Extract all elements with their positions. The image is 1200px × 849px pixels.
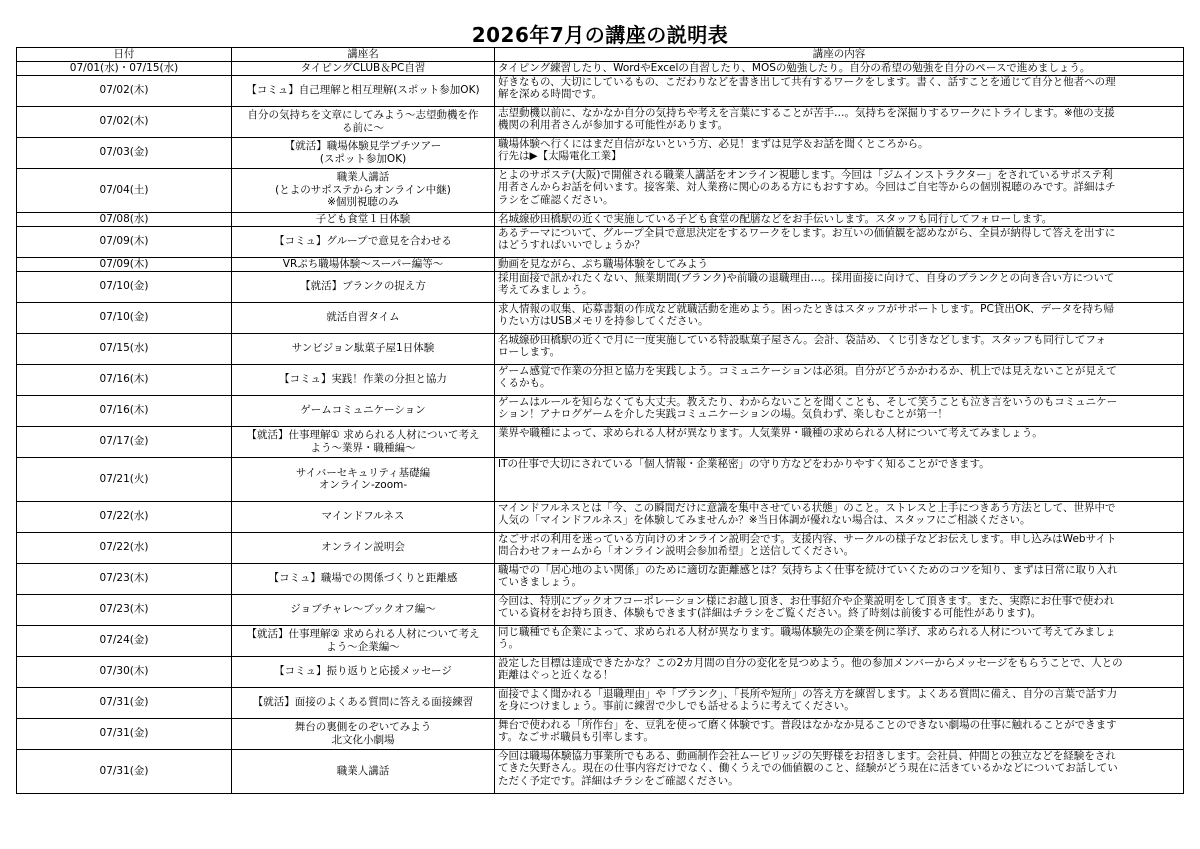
course-name-cell: 【コミュ】職場での関係づくりと距離感 [232,563,495,594]
course-name-cell: サンビジョン駄菓子屋1日体験 [232,333,495,364]
course-name-cell: タイピングCLUB＆PC自習 [232,61,495,75]
table-row [17,687,1184,718]
course-content-cell: 職場体験へ行くにはまだ自信がないという方、必見！まずは見学＆お話を聞くところから。 行先は▶【太陽電化工業】 [495,137,1184,168]
date-cell: 07/09(木) [17,226,232,257]
course-name-cell: 職業人講話 [232,749,495,793]
table-row [17,501,1184,532]
table-row [17,625,1184,656]
table-row [17,302,1184,333]
course-content-cell: 職場での「居心地のよい関係」のために適切な距離感とは？気持ちよく仕事を続けていくためのコツを知り、まずは日常に取り入れ ていきましょう。 [495,563,1184,594]
course-content-cell: あるテーマについて、グループ全員で意思決定をするワークをします。お互いの価値観を認めながら、全員が納得して答えを出すに はどうすればいいでしょうか？ [495,226,1184,257]
page-title: 2026年7月の講座の説明表 [471,23,729,47]
course-name-cell: 【コミュ】自己理解と相互理解(スポット参加OK) [232,75,495,106]
table-row [17,718,1184,749]
course-content-cell: 設定した目標は達成できたかな？この2カ月間の自分の変化を見つめよう。他の参加メンバーからメッセージをもらうことで、人との 距離はぐっと近くなる！ [495,656,1184,687]
table-row [17,106,1184,137]
date-cell: 07/10(金) [17,302,232,333]
date-cell: 07/22(水) [17,532,232,563]
date-cell: 07/16(木) [17,395,232,426]
table-header-row [17,48,1184,62]
date-cell: 07/01(水)・07/15(水) [17,61,232,75]
course-content-cell: タイピング練習したり、WordやExcelの自習したり、MOSの勉強したり。自分の希望の勉強を自分のペースで進めましょう。 [495,61,1184,75]
course-name-cell: 【コミュ】振り返りと応援メッセージ [232,656,495,687]
header-date: 日付 [17,48,232,62]
course-content-cell: 面接でよく聞かれる「退職理由」や「ブランク」、「長所や短所」の答え方を練習します。よくある質問に備え、自分の言葉で話す力 を身につけましょう。事前に練習で少しでも話せるように考えてください。 [495,687,1184,718]
course-content-cell: とよのサポステ(大阪)で開催される職業人講話をオンライン視聴します。今回は「ジムインストラクター」をされているサポステ利 用者さんからお話を伺います。接客業、対人業務に関心のある方にもおすすめ。今回はご自宅等からの個別視聴のみです。詳細はチ ラシをご確認ください。 [495,168,1184,212]
course-content-cell: ゲーム感覚で作業の分担と協力を実践しよう。コミュニケーションは必須。自分がどうかかわるか、机上では見えないことが見えて くるかも。 [495,364,1184,395]
course-name-cell: 就活自習タイム [232,302,495,333]
date-cell: 07/09(木) [17,257,232,271]
date-cell: 07/23(木) [17,594,232,625]
course-content-cell: ゲームはルールを知らなくても大丈夫。教えたり、わからないことを聞くことも、そして笑うことも泣き言をいうのもコミュニケー ション！アナログゲームを介した実践コミュニケーションの場。気負わず、楽しむことが第一！ [495,395,1184,426]
course-content-cell: 今回は、特別にブックオフコーポレーション様にお越し頂き、お仕事紹介や企業説明をして頂きます。また、実際にお仕事で使われ ている資材をお持ち頂き、体験もできます(詳細はチラシをご覧ください。終了時刻は前後する可能性があります)。 [495,594,1184,625]
course-name-cell: オンライン説明会 [232,532,495,563]
header-course-content: 講座の内容 [495,48,1184,62]
course-name-cell: VRぷち職場体験〜スーパー編等〜 [232,257,495,271]
date-cell: 07/03(金) [17,137,232,168]
date-cell: 07/16(木) [17,364,232,395]
date-cell: 07/02(木) [17,106,232,137]
course-name-cell: 子ども食堂１日体験 [232,212,495,226]
course-content-cell: 今回は職場体験協力事業所でもある、動画制作会社ムービリッジの矢野様をお招きします。会社員、仲間との独立などを経験をされ てきた矢野さん。現在の仕事内容だけでなく、働くうえでの価値観のこと、経験がどう現在に活きているかなどについてお話してい ただく予定です。詳細はチラシをご確認ください。 [495,749,1184,793]
date-cell: 07/02(木) [17,75,232,106]
course-name-cell: 舞台の裏側をのぞいてみよう 北文化小劇場 [232,718,495,749]
course-content-cell: 採用面接で訊かれたくない、無業期間(ブランク)や前職の退職理由…。採用面接に向けて、自身のブランクとの向き合い方について 考えてみましょう。 [495,271,1184,302]
date-cell: 07/17(金) [17,426,232,457]
table-row [17,563,1184,594]
course-name-cell: サイバーセキュリティ基礎編 オンライン-zoom- [232,457,495,501]
date-cell: 07/04(土) [17,168,232,212]
table-row [17,333,1184,364]
date-cell: 07/15(水) [17,333,232,364]
table-row [17,168,1184,212]
course-content-cell: 好きなもの、大切にしているもの、こだわりなどを書き出して共有するワークをします。書く、話すことを通じて自分と他者への理 解を深める時間です。 [495,75,1184,106]
table-row [17,656,1184,687]
course-content-cell: なごサポの利用を迷っている方向けのオンライン説明会です。支援内容、サークルの様子などお伝えします。申し込みはWebサイト 問合わせフォームから「オンライン説明会参加希望」と送信してください。 [495,532,1184,563]
date-cell: 07/24(金) [17,625,232,656]
table-row [17,257,1184,271]
date-cell: 07/31(金) [17,749,232,793]
course-content-cell: 業界や職種によって、求められる人材が異なります。人気業界・職種の求められる人材について考えてみましょう。 [495,426,1184,457]
course-content-cell: 舞台で使われる「所作台」を、豆乳を使って磨く体験です。普段はなかなか見ることのできない劇場の仕事に触れることができます す。なごサポ職員も引率します。 [495,718,1184,749]
course-content-cell: ITの仕事で大切にされている「個人情報・企業秘密」の守り方などをわかりやすく知ることができます。 [495,457,1184,501]
course-content-cell: 動画を見ながら、ぷち職場体験をしてみよう [495,257,1184,271]
course-content-cell: マインドフルネスとは「今、この瞬間だけに意識を集中させている状態」のこと。ストレスと上手につきあう方法として、世界中で 人気の「マインドフルネス」を体験してみませんか？※当日体調が優れない場合は、スタッフにご相談ください。 [495,501,1184,532]
date-cell: 07/21(火) [17,457,232,501]
course-name-cell: 自分の気持ちを文章にしてみよう〜志望動機を作 る前に〜 [232,106,495,137]
course-name-cell: ゲームコミュニケーション [232,395,495,426]
date-cell: 07/30(木) [17,656,232,687]
course-content-cell: 志望動機以前に、なかなか自分の気持ちや考えを言葉にすることが苦手…。気持ちを深掘りするワークにトライします。※他の支援 機関の利用者さんが参加する可能性があります。 [495,106,1184,137]
table-row [17,749,1184,793]
table-row [17,594,1184,625]
date-cell: 07/31(金) [17,718,232,749]
table-row [17,137,1184,168]
course-name-cell: 【就活】仕事理解① 求められる人材について考え よう〜業界・職種編〜 [232,426,495,457]
header-course-name: 講座名 [232,48,495,62]
course-name-cell: 職業人講話 (とよのサポステからオンライン中継) ※個別視聴のみ [232,168,495,212]
course-name-cell: 【コミュ】実践！作業の分担と協力 [232,364,495,395]
date-cell: 07/23(木) [17,563,232,594]
course-name-cell: 【就活】面接のよくある質問に答える面接練習 [232,687,495,718]
schedule-table [16,47,1184,794]
table-row [17,226,1184,257]
date-cell: 07/31(金) [17,687,232,718]
table-row [17,271,1184,302]
course-content-cell: 名城線砂田橋駅の近くで実施している子ども食堂の配膳などをお手伝いします。スタッフも同行してフォローします。 [495,212,1184,226]
table-row [17,212,1184,226]
date-cell: 07/10(金) [17,271,232,302]
course-name-cell: マインドフルネス [232,501,495,532]
table-row [17,395,1184,426]
table-row [17,75,1184,106]
course-name-cell: 【就活】仕事理解② 求められる人材について考え よう〜企業編〜 [232,625,495,656]
course-content-cell: 求人情報の収集、応募書類の作成など就職活動を進めよう。困ったときはスタッフがサポートします。PC貸出OK、データを持ち帰 りたい方はUSBメモリを持参してください。 [495,302,1184,333]
date-cell: 07/22(水) [17,501,232,532]
course-content-cell: 名城線砂田橋駅の近くで月に一度実施している特設駄菓子屋さん。会計、袋詰め、くじ引きなどします。スタッフも同行してフォ ローします。 [495,333,1184,364]
course-content-cell: 同じ職種でも企業によって、求められる人材が異なります。職場体験先の企業を例に挙げ、求められる人材について考えてみましょ う。 [495,625,1184,656]
course-name-cell: 【コミュ】グループで意見を合わせる [232,226,495,257]
table-row [17,61,1184,75]
table-row [17,532,1184,563]
table-row [17,457,1184,501]
course-name-cell: 【就活】ブランクの捉え方 [232,271,495,302]
course-name-cell: 【就活】職場体験見学プチツアー (スポット参加OK) [232,137,495,168]
table-row [17,426,1184,457]
table-row [17,364,1184,395]
course-name-cell: ジョブチャレ〜ブックオフ編〜 [232,594,495,625]
date-cell: 07/08(水) [17,212,232,226]
